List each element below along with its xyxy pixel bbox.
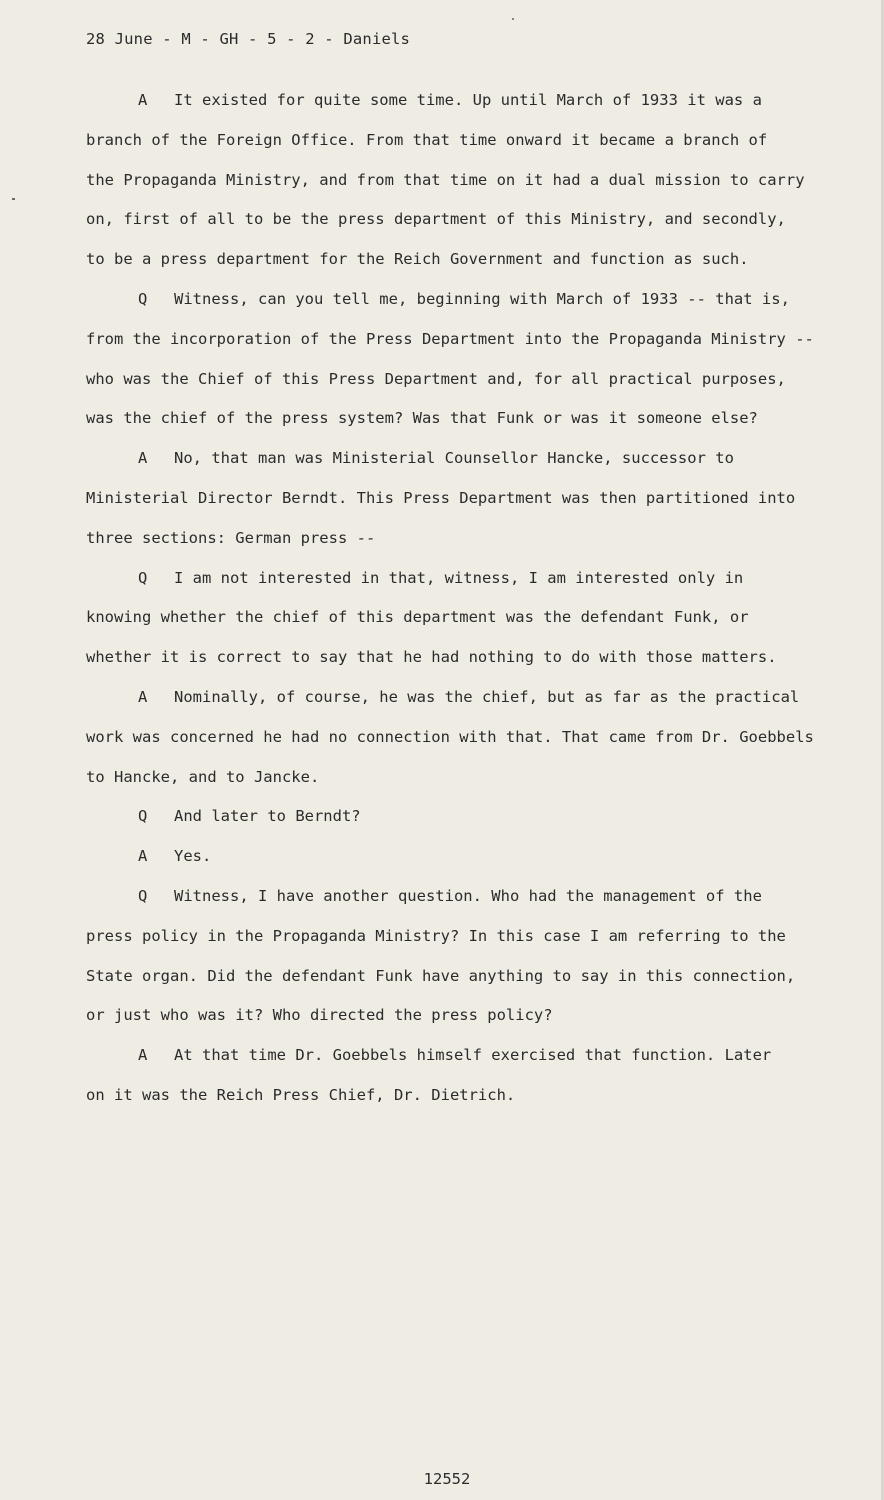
transcript-line xyxy=(86,921,856,961)
line-text: work was concerned he had no connection with that. That came from Dr. Goebbels xyxy=(86,727,814,746)
speaker-label: A xyxy=(138,449,148,468)
transcript-line xyxy=(86,722,856,762)
line-text: to be a press department for the Reich Government and function as such. xyxy=(86,250,749,269)
speaker-label: A xyxy=(138,91,148,109)
speaker-label: Q xyxy=(138,289,148,308)
transcript-body xyxy=(86,85,856,1120)
line-text: Nominally, of course, he was the chief, but as far as the practical xyxy=(174,687,800,706)
line-text: knowing whether the chief of this department was the defendant Funk, or xyxy=(86,608,749,627)
line-text: branch of the Foreign Office. From that time onward it became a branch of xyxy=(86,130,768,149)
speaker-label: Q xyxy=(138,807,148,826)
transcript-line xyxy=(86,483,856,523)
paper-speck xyxy=(512,18,514,20)
line-text: the Propaganda Ministry, and from that time on it had a dual mission to carry xyxy=(86,170,805,189)
line-text: or just who was it? Who directed the press policy? xyxy=(86,1006,553,1025)
line-text: No, that man was Ministerial Counsellor Hancke, successor to xyxy=(174,449,734,468)
line-text: press policy in the Propaganda Ministry? In this case I am referring to the xyxy=(86,926,786,945)
line-text: who was the Chief of this Press Department and, for all practical purposes, xyxy=(86,369,786,388)
transcript-line-speaker xyxy=(86,1040,856,1080)
line-text: At that time Dr. Goebbels himself exercised that function. Later xyxy=(174,1046,772,1065)
transcript-line xyxy=(86,364,856,404)
transcript-line xyxy=(86,642,856,682)
transcript-line xyxy=(86,1000,856,1040)
page-header: 28 June - M - GH - 5 - 2 - Daniels xyxy=(86,30,411,48)
line-text: was the chief of the press system? Was that Funk or was it someone else? xyxy=(86,409,758,428)
transcript-line-speaker xyxy=(86,801,856,841)
transcript-line xyxy=(86,244,856,284)
speaker-label: Q xyxy=(138,568,148,587)
transcript-line xyxy=(86,324,856,364)
transcript-line xyxy=(86,1080,856,1120)
line-text: on it was the Reich Press Chief, Dr. Dietrich. xyxy=(86,1085,516,1104)
transcript-line-speaker xyxy=(86,682,856,722)
transcript-line-speaker xyxy=(86,841,856,881)
line-text: whether it is correct to say that he had nothing to do with those matters. xyxy=(86,648,777,667)
line-text: Yes. xyxy=(174,847,212,866)
transcript-line xyxy=(86,125,856,165)
line-text: to Hancke, and to Jancke. xyxy=(86,767,320,786)
transcript-line-speaker xyxy=(86,284,856,324)
line-text: I am not interested in that, witness, I am interested only in xyxy=(174,568,744,587)
speaker-label: Q xyxy=(138,886,148,905)
margin-mark xyxy=(12,198,15,200)
transcript-line xyxy=(86,523,856,563)
line-text: Ministerial Director Berndt. This Press Department was then partitioned into xyxy=(86,488,796,507)
transcript-line xyxy=(86,602,856,642)
line-text: on, first of all to be the press department of this Ministry, and secondly, xyxy=(86,210,786,229)
transcript-line xyxy=(86,762,856,802)
transcript-line-speaker xyxy=(86,85,856,125)
transcript-line xyxy=(86,204,856,244)
line-text: It existed for quite some time. Up until March of 1933 it was a xyxy=(174,91,762,109)
line-text: Witness, I have another question. Who had the management of the xyxy=(174,886,762,905)
transcript-line-speaker xyxy=(86,881,856,921)
line-text: from the incorporation of the Press Department into the Propaganda Ministry -- xyxy=(86,329,814,348)
transcript-line xyxy=(86,403,856,443)
speaker-label: A xyxy=(138,847,148,866)
transcript-line-speaker xyxy=(86,563,856,603)
page-number: 12552 xyxy=(423,1470,471,1488)
speaker-label: A xyxy=(138,1046,148,1065)
transcript-line xyxy=(86,165,856,205)
line-text: State organ. Did the defendant Funk have anything to say in this connection, xyxy=(86,966,796,985)
speaker-label: A xyxy=(138,687,148,706)
line-text: And later to Berndt? xyxy=(174,807,361,826)
line-text: Witness, can you tell me, beginning with March of 1933 -- that is, xyxy=(174,289,790,308)
line-text: three sections: German press -- xyxy=(86,528,376,547)
transcript-line-speaker xyxy=(86,443,856,483)
transcript-line xyxy=(86,961,856,1001)
